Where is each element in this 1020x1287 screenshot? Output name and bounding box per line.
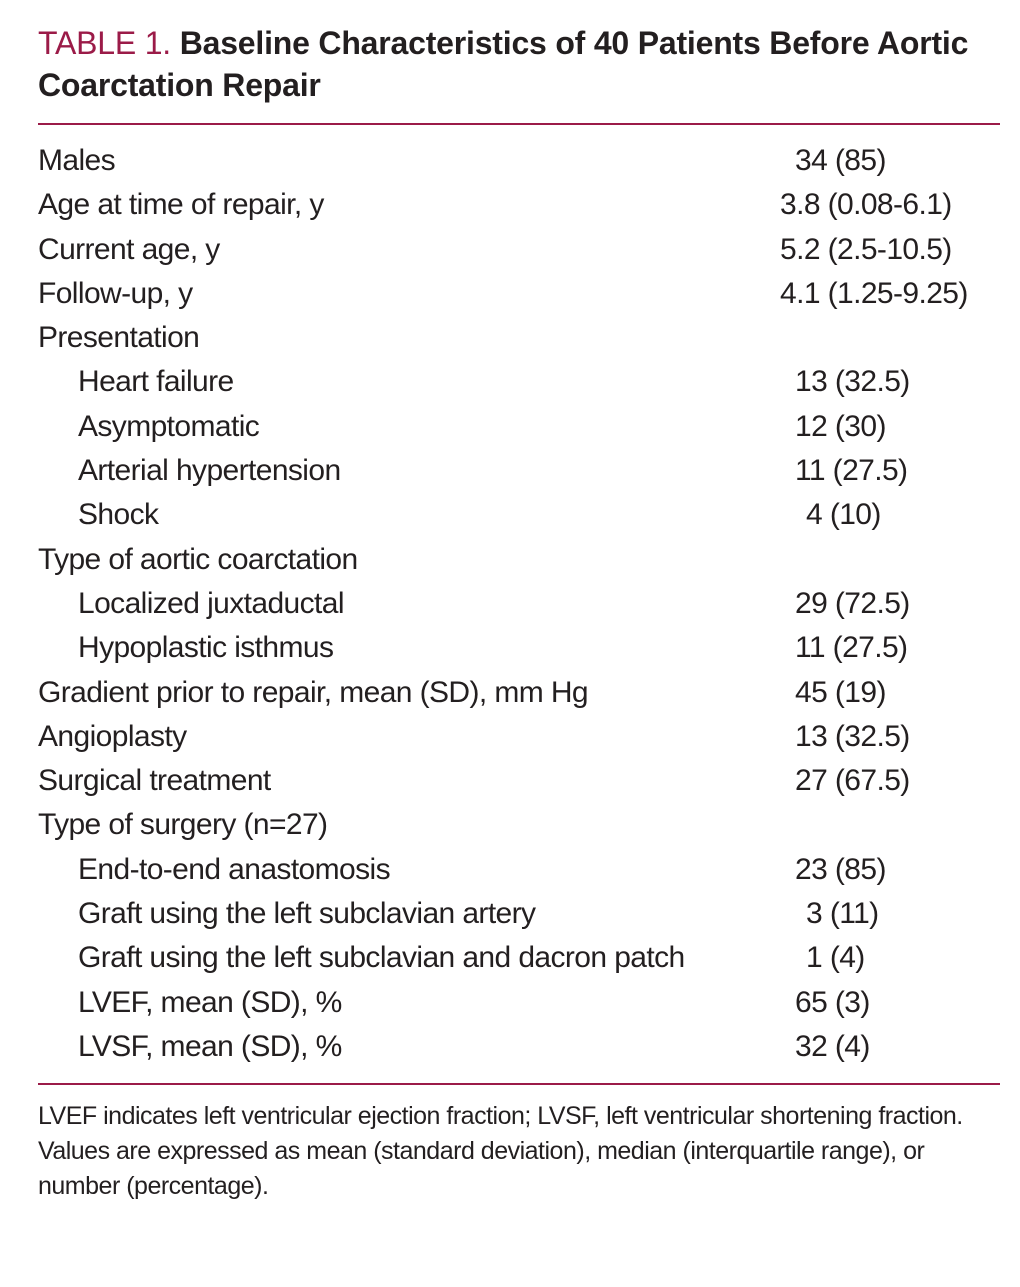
table-row [38,582,1000,626]
row-label: LVSF, mean (SD), % [78,1029,342,1063]
row-value: 12 (30) [795,409,886,443]
row-label: Hypoplastic isthmus [78,631,334,665]
row-label: LVEF, mean (SD), % [78,985,342,1019]
row-value: 45 (19) [795,675,886,709]
table-row [38,272,1000,316]
table-row [38,848,1000,892]
table-row [38,316,1000,360]
top-rule [38,123,1000,125]
row-value: 32 (4) [795,1029,870,1063]
row-value: 3 (11) [806,897,879,931]
table-body [38,139,1000,1069]
row-label: End-to-end anastomosis [78,852,390,886]
row-label: Gradient prior to repair, mean (SD), mm Hg [38,675,588,709]
bottom-rule [38,1083,1000,1085]
row-value: 11 (27.5) [795,454,908,488]
row-value: 13 (32.5) [795,719,910,753]
table-row [38,715,1000,759]
row-value: 27 (67.5) [795,764,910,798]
row-value: 13 (32.5) [795,365,910,399]
table-row [38,405,1000,449]
row-value: 29 (72.5) [795,586,910,620]
table-row [38,803,1000,847]
row-label: Graft using the left subclavian artery [78,897,536,931]
row-label: Localized juxtaductal [78,586,344,620]
table-row [38,981,1000,1025]
table-footnotes [38,1099,1000,1204]
table-row [38,449,1000,493]
row-label: Surgical treatment [38,764,271,798]
table-row [38,228,1000,272]
row-label: Type of aortic coarctation [38,542,358,576]
row-label: Graft using the left subclavian and dacron patch [78,941,685,975]
row-value: 1 (4) [806,941,865,975]
table-row [38,139,1000,183]
row-value: 65 (3) [795,985,870,1019]
row-value: 5.2 (2.5-10.5) [780,232,952,266]
table-row [38,936,1000,980]
row-label: Arterial hypertension [78,454,341,488]
table-number: TABLE 1. [38,25,171,61]
row-label: Asymptomatic [78,409,260,443]
row-value: 3.8 (0.08-6.1) [780,188,952,222]
table-caption: Baseline Characteristics of 40 Patients Before Aortic Coarctation Repair [38,25,969,103]
table-row [38,626,1000,670]
row-label: Current age, y [38,232,220,266]
row-value: 23 (85) [795,852,886,886]
table-row [38,892,1000,936]
row-label: Presentation [38,321,200,355]
row-value: 11 (27.5) [795,631,908,665]
table-row [38,493,1000,537]
table-row [38,671,1000,715]
table-container [38,22,1000,1204]
table-row [38,538,1000,582]
table-row [38,183,1000,227]
table-title [38,22,1000,106]
row-label: Follow-up, y [38,276,193,310]
row-label: Shock [78,498,159,532]
row-label: Type of surgery (n=27) [38,808,328,842]
table-row [38,759,1000,803]
row-value: 34 (85) [795,144,886,177]
footnote-abbreviations: LVEF indicates left ventricular ejection fraction; LVSF, left ventricular shortening fraction. [38,1102,963,1131]
footnote-values: Values are expressed as mean (standard deviation), median (interquartile range), or number (percentage). [38,1137,925,1201]
row-label: Heart failure [78,365,234,399]
row-value: 4 (10) [806,498,881,532]
row-label: Angioplasty [38,719,187,753]
row-label: Males [38,144,116,177]
row-label: Age at time of repair, y [38,188,324,222]
row-value: 4.1 (1.25-9.25) [780,276,968,310]
table-row [38,1025,1000,1069]
table-row [38,360,1000,404]
